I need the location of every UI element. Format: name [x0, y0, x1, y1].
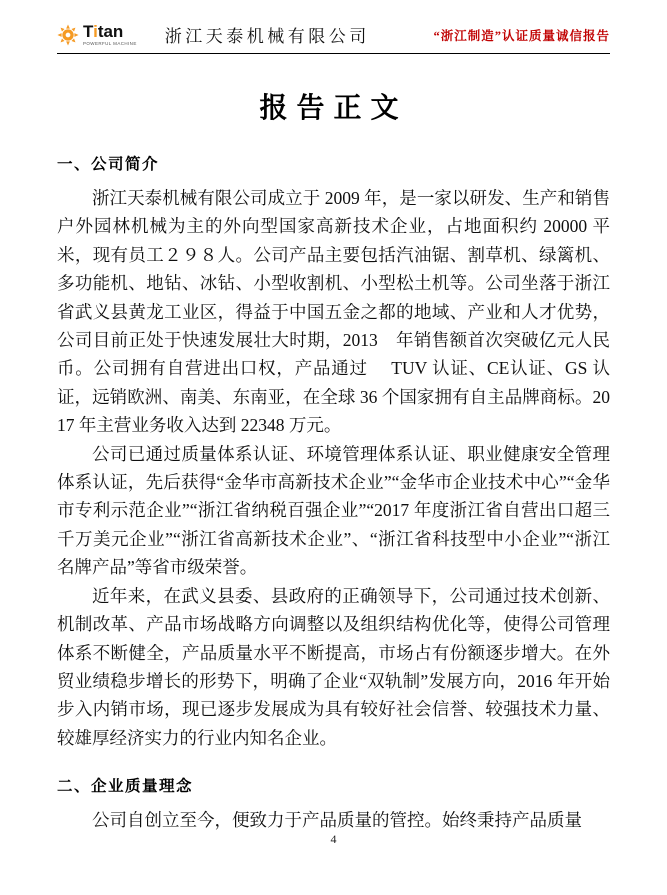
section-heading-quality-philosophy: 二、企业质量理念: [57, 778, 194, 796]
company-name: 浙江天泰机械有限公司: [164, 27, 370, 46]
section-heading-company-intro: 一、公司简介: [57, 156, 160, 173]
company-logo: [57, 23, 137, 46]
document-title: 报告正文: [259, 93, 408, 124]
page-header: [57, 22, 610, 54]
gear-logo-icon: [57, 24, 79, 46]
logo-text: [83, 23, 137, 46]
paragraph-quality-philosophy: 公司自创立至今，便致力于产品质量的管控。始终秉持产品质量: [92, 810, 582, 831]
paragraph-certifications-honors: 公司已通过质量体系认证、环境管理体系认证、职业健康安全管理体系认证，先后获得“金华市高新技术企业”“金华市企业技术中心”“金华市专利示范企业”“浙江省纳税百强企业”“2017 年度浙江省自营出口超三千万美元企业”“浙江省高新技术企业”、“浙江省科技型中小企业”“浙江名牌产品”等省市级荣誉。: [57, 443, 610, 578]
logo-tagline: POWERFUL MACHINE: [83, 40, 137, 46]
page-number: 4: [330, 832, 337, 846]
logo-i-letter: i: [93, 22, 98, 41]
logo-brand-text: Titan: [83, 22, 124, 41]
paragraph-recent-development: 近年来，在武义县委、县政府的正确领导下，公司通过技术创新、机制改革、产品市场战略方向调整以及组织结构优化等，使得公司管理体系不断健全，产品质量水平不断提高，市场占有份额逐步增大。在外贸业绩稳步增长的形势下，明确了企业“双轨制”发展方向，2016 年开始步入内销市场，现已逐步发展成为具有较好社会信誉、较强技术力量、较雄厚经济实力的行业内知名企业。: [57, 585, 610, 748]
paragraph-company-overview: 浙江天泰机械有限公司成立于 2009 年，是一家以研发、生产和销售户外园林机械为主的外向型国家高新技术企业，占地面积约 20000 平米，现有员工２９８人。公司产品主要包括汽油锯、割草机、绿篱机、多功能机、地钻、冰钻、小型收割机、小型松土机等。公司坐落于浙江省武义县黄龙工业区，得益于中国五金之都的地域、产业和人才优势，公司目前正处于快速发展壮大时期，2013 年销售额首次突破亿元人民币。公司拥有自营进出口权，产品通过 TUV 认证、CE认证、GS 认证，远销欧洲、南美、东南亚，在全球 36 个国家拥有自主品牌商标。2017 年主营业务收入达到 22348 万元。: [57, 188, 610, 436]
header-report-title: “浙江制造”认证质量诚信报告: [433, 28, 610, 43]
